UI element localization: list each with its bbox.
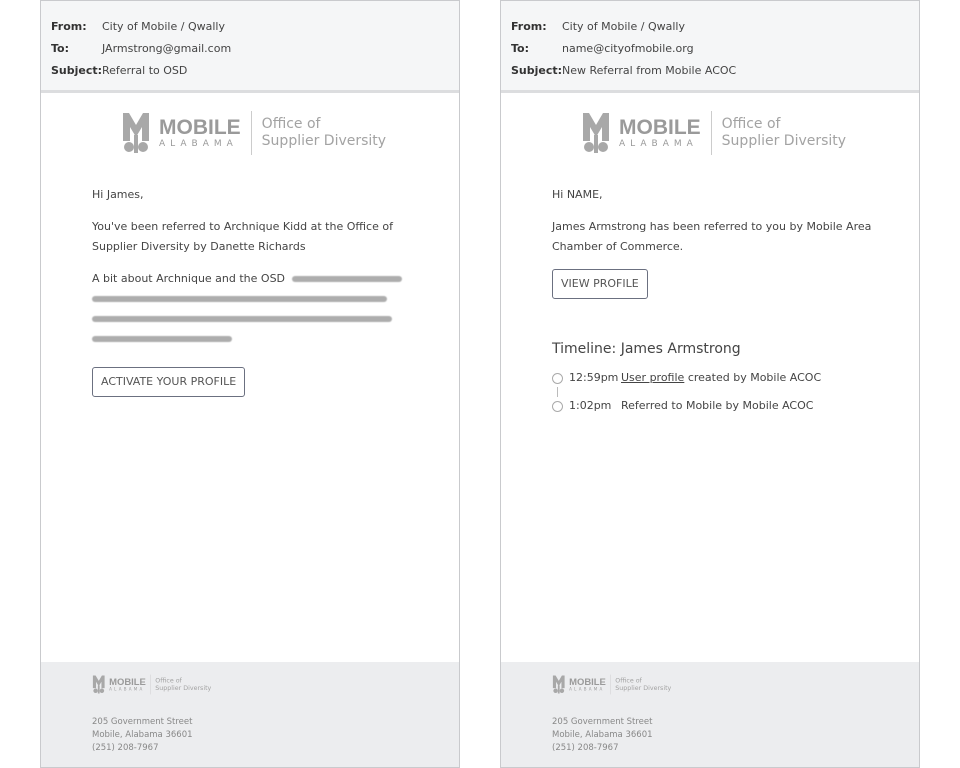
logo-office-line1: Office of — [615, 676, 642, 685]
subject-value: Referral to OSD — [102, 63, 188, 77]
footer-logo — [92, 676, 257, 692]
about-text — [92, 269, 419, 349]
logo-office-line1: Office of — [721, 116, 781, 132]
phone: (251) 208-7967 — [92, 743, 159, 753]
logo-brand: MOBILE — [569, 676, 606, 688]
address-line-2: Mobile, Alabama 36601 — [552, 730, 653, 740]
greeting: Hi NAME, — [552, 188, 603, 201]
email-preview-new-referral — [500, 0, 920, 768]
timeline-dot-icon — [552, 373, 563, 384]
from-label: From: — [51, 19, 87, 33]
view-profile-button[interactable]: VIEW PROFILE — [552, 269, 648, 299]
about-lead: A bit about Archnique and the OSD — [92, 272, 286, 285]
mobile-m-logo-icon — [552, 675, 566, 695]
mobile-m-logo-icon — [121, 111, 151, 155]
subject-label: Subject: — [51, 63, 103, 77]
user-profile-link[interactable]: User profile — [621, 371, 685, 384]
activate-profile-button[interactable]: ACTIVATE YOUR PROFILE — [92, 367, 245, 397]
address-line-1: 205 Government Street — [552, 717, 653, 727]
logo-brand: MOBILE — [619, 116, 701, 139]
address-line-1: 205 Government Street — [92, 717, 193, 727]
mobile-m-logo-icon — [92, 675, 106, 695]
footer-logo — [552, 676, 717, 692]
logo-office-line1: Office of — [155, 676, 182, 685]
to-label: To: — [511, 41, 529, 55]
referral-text: James Armstrong has been referred to you by Mobile Area Chamber of Commerce. — [552, 220, 872, 253]
logo-sub: ALABAMA — [109, 687, 145, 692]
from-label: From: — [511, 19, 547, 33]
to-value: JArmstrong@gmail.com — [102, 41, 232, 55]
timeline-title: Timeline: James Armstrong — [552, 341, 741, 357]
email-footer — [41, 662, 459, 767]
timeline-text: created by Mobile ACOC — [684, 371, 822, 384]
logo-office-line2: Supplier Diversity — [615, 684, 672, 692]
logo-sub: ALABAMA — [569, 687, 605, 692]
subject-value: New Referral from Mobile ACOC — [562, 63, 737, 77]
from-value: City of Mobile / Qwally — [102, 19, 225, 33]
mobile-osd-logo — [581, 111, 846, 155]
logo-divider — [711, 111, 712, 155]
logo-brand: MOBILE — [109, 676, 146, 688]
timeline-dot-icon — [552, 401, 563, 412]
to-label: To: — [51, 41, 69, 55]
subject-label: Subject: — [511, 63, 563, 77]
timeline-item — [552, 397, 879, 415]
logo-sub: ALABAMA — [619, 139, 698, 149]
address-line-2: Mobile, Alabama 36601 — [92, 730, 193, 740]
email-header — [501, 1, 919, 93]
mobile-m-logo-icon — [581, 111, 611, 155]
timeline-item — [552, 369, 879, 387]
greeting: Hi James, — [92, 188, 144, 201]
logo-office-line2: Supplier Diversity — [155, 684, 212, 692]
logo-brand: MOBILE — [159, 116, 241, 139]
timeline-connector — [557, 387, 558, 397]
logo-office-line1: Office of — [261, 116, 321, 132]
logo-sub: ALABAMA — [159, 139, 238, 149]
timeline-time: 1:02pm — [569, 399, 612, 412]
from-value: City of Mobile / Qwally — [562, 19, 685, 33]
logo-office-line2: Supplier Diversity — [261, 133, 387, 149]
referral-text: You've been referred to Archnique Kidd at the Office of Supplier Diversity by Danette Richards — [92, 220, 393, 253]
timeline-time: 12:59pm — [569, 371, 619, 384]
email-footer — [501, 662, 919, 767]
to-value: name@cityofmobile.org — [562, 41, 694, 55]
phone: (251) 208-7967 — [552, 743, 619, 753]
email-header — [41, 1, 459, 93]
email-preview-referral — [40, 0, 460, 768]
timeline-text: Referred to Mobile by Mobile ACOC — [621, 399, 814, 412]
logo-office-line2: Supplier Diversity — [721, 133, 847, 149]
mobile-osd-logo — [121, 111, 386, 155]
logo-divider — [251, 111, 252, 155]
